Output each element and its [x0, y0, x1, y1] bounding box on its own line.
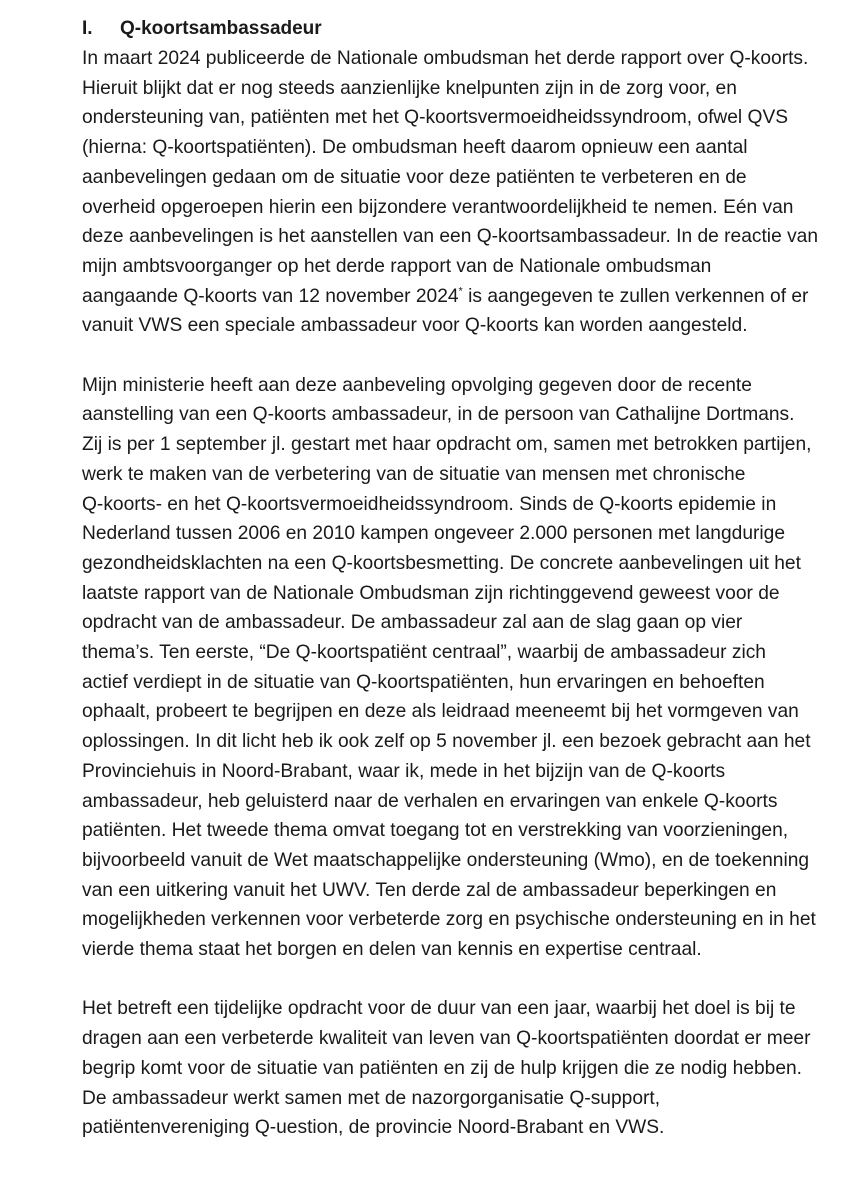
- paragraph-line: De ambassadeur werkt samen met de nazorgorganisatie Q-support,: [82, 1087, 661, 1109]
- paragraph-line: laatste rapport van de Nationale Ombudsman zijn richtinggevend geweest voor de: [82, 582, 780, 604]
- paragraph-line: ambassadeur, heb geluisterd naar de verhalen en ervaringen van enkele Q-koorts: [82, 790, 778, 812]
- paragraph-line: (hierna: Q-koortspatiënten). De ombudsman heeft daarom opnieuw een aantal: [82, 137, 748, 159]
- paragraph-line: Zij is per 1 september jl. gestart met haar opdracht om, samen met betrokken partijen,: [82, 434, 812, 456]
- paragraph-line: thema’s. Ten eerste, “De Q-koortspatiënt centraal”, waarbij de ambassadeur zich: [82, 642, 766, 664]
- paragraph-line-continuation: is aangegeven te zullen verkennen of er: [462, 285, 809, 307]
- paragraph-line: deze aanbevelingen is het aanstellen van een Q-koortsambassadeur. In de reactie van: [82, 226, 819, 248]
- paragraph-1: [82, 44, 854, 341]
- section-title: Q-koortsambassadeur: [120, 18, 322, 39]
- section-number: I.: [82, 18, 93, 39]
- paragraph-line: In maart 2024 publiceerde de Nationale ombudsman het derde rapport over Q-koorts.: [82, 48, 809, 69]
- paragraph-line: aanstelling van een Q-koorts ambassadeur, in de persoon van Cathalijne Dortmans.: [82, 404, 795, 426]
- paragraph-line: actief verdiept in de situatie van Q-koortspatiënten, hun ervaringen en behoeften: [82, 671, 765, 693]
- paragraph-line: van een uitkering vanuit het UWV. Ten derde zal de ambassadeur beperkingen en: [82, 879, 777, 901]
- paragraph-line: Provinciehuis in Noord-Brabant, waar ik, mede in het bijzijn van de Q-koorts: [82, 760, 726, 782]
- paragraph-line: vanuit VWS een speciale ambassadeur voor Q-koorts kan worden aangesteld.: [82, 315, 748, 337]
- paragraph-line: patiënten. Het tweede thema omvat toegang tot en verstrekking van voorzieningen,: [82, 820, 789, 842]
- paragraph-2: [82, 371, 854, 965]
- section-heading: [82, 14, 854, 44]
- paragraph-line: Nederland tussen 2006 en 2010 kampen ongeveer 2.000 personen met langdurige: [82, 523, 785, 545]
- paragraph-line-text: aangaande Q-koorts van 12 november 2024: [82, 285, 459, 307]
- paragraph-line: Hieruit blijkt dat er nog steeds aanzienlijke knelpunten zijn in de zorg voor, en: [82, 77, 737, 99]
- paragraph-line: bijvoorbeeld vanuit de Wet maatschappelijke ondersteuning (Wmo), en de toekenning: [82, 849, 810, 871]
- paragraph-line: werk te maken van de verbetering van de situatie van mensen met chronische: [82, 463, 746, 485]
- paragraph-line: opdracht van de ambassadeur. De ambassadeur zal aan de slag gaan op vier: [82, 612, 743, 634]
- paragraph-line: patiëntenvereniging Q-uestion, de provincie Noord-Brabant en VWS.: [82, 1117, 665, 1139]
- paragraph-line: oplossingen. In dit licht heb ik ook zelf op 5 november jl. een bezoek gebracht aan het: [82, 731, 811, 753]
- document-page: [82, 14, 854, 1143]
- paragraph-line: mijn ambtsvoorganger op het derde rapport van de Nationale ombudsman: [82, 255, 712, 277]
- footnote-mark: *: [458, 285, 463, 298]
- paragraph-line: ondersteuning van, patiënten met het Q-koortsvermoeidheidssyndroom, ofwel QVS: [82, 107, 789, 129]
- paragraph-3: [82, 994, 854, 1143]
- paragraph-line: vierde thema staat het borgen en delen van kennis en expertise centraal.: [82, 939, 702, 961]
- paragraph-line: Q-koorts- en het Q-koortsvermoeidheidssyndroom. Sinds de Q-koorts epidemie in: [82, 493, 777, 515]
- paragraph-line: ophaalt, probeert te begrijpen en deze als leidraad meeneemt bij het vormgeven van: [82, 701, 799, 723]
- paragraph-line-with-footnote: [82, 282, 854, 312]
- paragraph-spacer: [82, 341, 854, 371]
- paragraph-spacer: [82, 965, 854, 995]
- paragraph-line: mogelijkheden verkennen voor verbeterde zorg en psychische ondersteuning en in het: [82, 909, 816, 931]
- paragraph-line: gezondheidsklachten na een Q-koortsbesmetting. De concrete aanbevelingen uit het: [82, 552, 801, 574]
- paragraph-line: Het betreft een tijdelijke opdracht voor de duur van een jaar, waarbij het doel is bij te: [82, 998, 796, 1020]
- paragraph-line: dragen aan een verbeterde kwaliteit van leven van Q-koortspatiënten doordat er meer: [82, 1028, 811, 1050]
- paragraph-line: aanbevelingen gedaan om de situatie voor deze patiënten te verbeteren en de: [82, 166, 747, 188]
- paragraph-line: overheid opgeroepen hierin een bijzondere verantwoordelijkheid te nemen. Eén van: [82, 196, 794, 218]
- paragraph-line: begrip komt voor de situatie van patiënten en zij de hulp krijgen die ze nodig hebben.: [82, 1057, 803, 1079]
- paragraph-line: Mijn ministerie heeft aan deze aanbeveling opvolging gegeven door de recente: [82, 374, 752, 396]
